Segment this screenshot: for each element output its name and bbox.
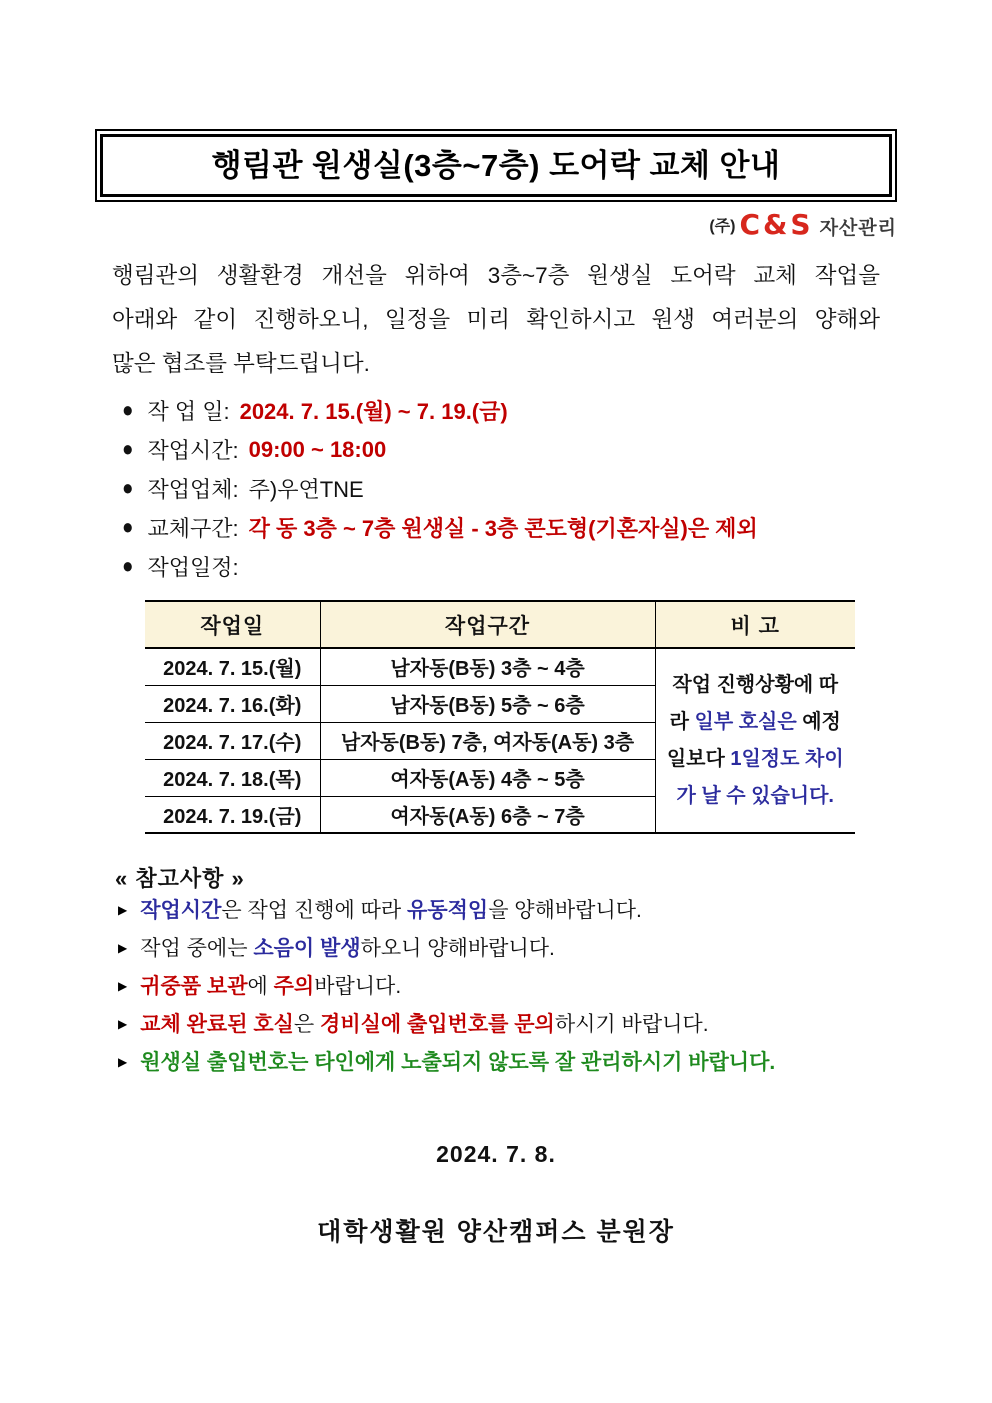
- bullet-replace-scope: [122, 508, 897, 547]
- reference-notes-section: [95, 862, 897, 1086]
- company-logo: [95, 208, 897, 242]
- page-title: 행림관 원생실(3층~7층) 도어락 교체 안내: [211, 148, 781, 183]
- bullet-schedule: [122, 547, 897, 586]
- bullet-value: 09:00 ~ 18:00: [248, 436, 387, 462]
- remark-cell: [655, 648, 855, 833]
- note-valuables-caution: [115, 972, 897, 1010]
- intro-paragraph: [95, 254, 897, 386]
- triangle-bullet-icon: ▶: [118, 1017, 128, 1031]
- cell-day: 2024. 7. 18.(목): [145, 759, 320, 796]
- triangle-bullet-icon: ▶: [118, 1055, 128, 1069]
- header-work-day: 작업일: [145, 601, 320, 648]
- intro-line-3: 많은 협조를 부탁드립니다.: [112, 351, 370, 376]
- header-work-zone: 작업구간: [320, 601, 655, 648]
- bullet-contractor: [122, 469, 897, 508]
- notice-date: 2024. 7. 8.: [436, 1141, 556, 1167]
- logo-brand-text: C&S: [739, 208, 814, 241]
- bullet-value: 각 동 3층 ~ 7층 원생실 - 3층 콘도형(기혼자실)은 제외: [248, 516, 758, 541]
- cell-zone: 남자동(B동) 3층 ~ 4층: [320, 648, 655, 685]
- note-work-time-flexible: [115, 896, 897, 934]
- table-header-row: [145, 601, 855, 648]
- bullet-dot-icon: ●: [122, 476, 134, 501]
- bullet-label: 작업일정:: [147, 555, 239, 580]
- bullet-label: 작 업 일:: [147, 399, 230, 424]
- bullet-work-time: [122, 430, 897, 469]
- signature: 대학생활원 양산캠퍼스 분원장: [317, 1218, 675, 1246]
- remark-text-highlight: 차이가 날 수 있습니다.: [676, 747, 844, 807]
- bullet-label: 작업업체:: [147, 477, 239, 502]
- schedule-table: [145, 600, 855, 834]
- bullet-dot-icon: ●: [122, 437, 134, 462]
- notice-page: [95, 0, 897, 1248]
- note-text: 귀중품 보관에 주의바랍니다.: [140, 975, 402, 998]
- cell-zone: 남자동(B동) 7층, 여자동(A동) 3층: [320, 722, 655, 759]
- bullet-value: 주)우연TNE: [248, 477, 364, 502]
- bullet-work-date: [122, 391, 897, 430]
- bullet-label: 작업시간:: [147, 438, 239, 463]
- note-keep-code-private: [115, 1048, 897, 1086]
- title-box-inner: [100, 134, 892, 197]
- triangle-bullet-icon: ▶: [118, 979, 128, 993]
- triangle-bullet-icon: ▶: [118, 941, 128, 955]
- cell-zone: 남자동(B동) 5층 ~ 6층: [320, 685, 655, 722]
- note-completed-rooms: [115, 1010, 897, 1048]
- note-text: 원생실 출입번호는 타인에게 노출되지 않도록 잘 관리하시기 바랍니다.: [140, 1051, 776, 1074]
- note-text: 작업 중에는 소음이 발생하오니 양해바랍니다.: [140, 937, 555, 960]
- bullet-value: 2024. 7. 15.(월) ~ 7. 19.(금): [239, 399, 508, 424]
- remark-text-highlight: 1일정도: [730, 747, 800, 770]
- remark-text-highlight: 일부 호실은: [694, 710, 797, 733]
- note-noise-warning: [115, 934, 897, 972]
- note-text: 작업시간은 작업 진행에 따라 유동적임을 양해바랍니다.: [140, 899, 642, 922]
- notes-section-title: « 참고사항 »: [115, 866, 245, 891]
- bullet-label: 교체구간:: [147, 516, 239, 541]
- cell-day: 2024. 7. 19.(금): [163, 805, 302, 828]
- bullet-dot-icon: ●: [122, 554, 134, 579]
- bullet-dot-icon: ●: [122, 398, 134, 423]
- cell-zone: 여자동(A동) 4층 ~ 5층: [320, 759, 655, 796]
- intro-line-2: 아래와 같이 진행하오니, 일정을 미리 확인하시고 원생 여러분의 양해와: [112, 307, 880, 332]
- note-text: 교체 완료된 호실은 경비실에 출입번호를 문의하시기 바랍니다.: [140, 1013, 709, 1036]
- info-bullet-list: [95, 391, 897, 586]
- remark-text: 작업 진행상황에 따라: [669, 673, 839, 733]
- bullet-dot-icon: ●: [122, 515, 134, 540]
- logo-suffix-text: 자산관리: [819, 218, 897, 239]
- cell-day: 2024. 7. 16.(화): [145, 685, 320, 722]
- header-remark: 비 고: [655, 601, 855, 648]
- logo-prefix-text: (주): [709, 218, 736, 235]
- cell-day: 2024. 7. 17.(수): [145, 722, 320, 759]
- intro-line-1: 행림관의 생활환경 개선을 위하여 3층~7층 원생실 도어락 교체 작업을: [112, 263, 880, 288]
- cell-day: 2024. 7. 15.(월): [145, 648, 320, 685]
- table-row: [145, 648, 855, 685]
- triangle-bullet-icon: ▶: [118, 903, 128, 917]
- remark-text: 예정일보다: [666, 710, 841, 770]
- title-box: [95, 129, 897, 202]
- cell-zone: 여자동(A동) 6층 ~ 7층: [320, 796, 655, 833]
